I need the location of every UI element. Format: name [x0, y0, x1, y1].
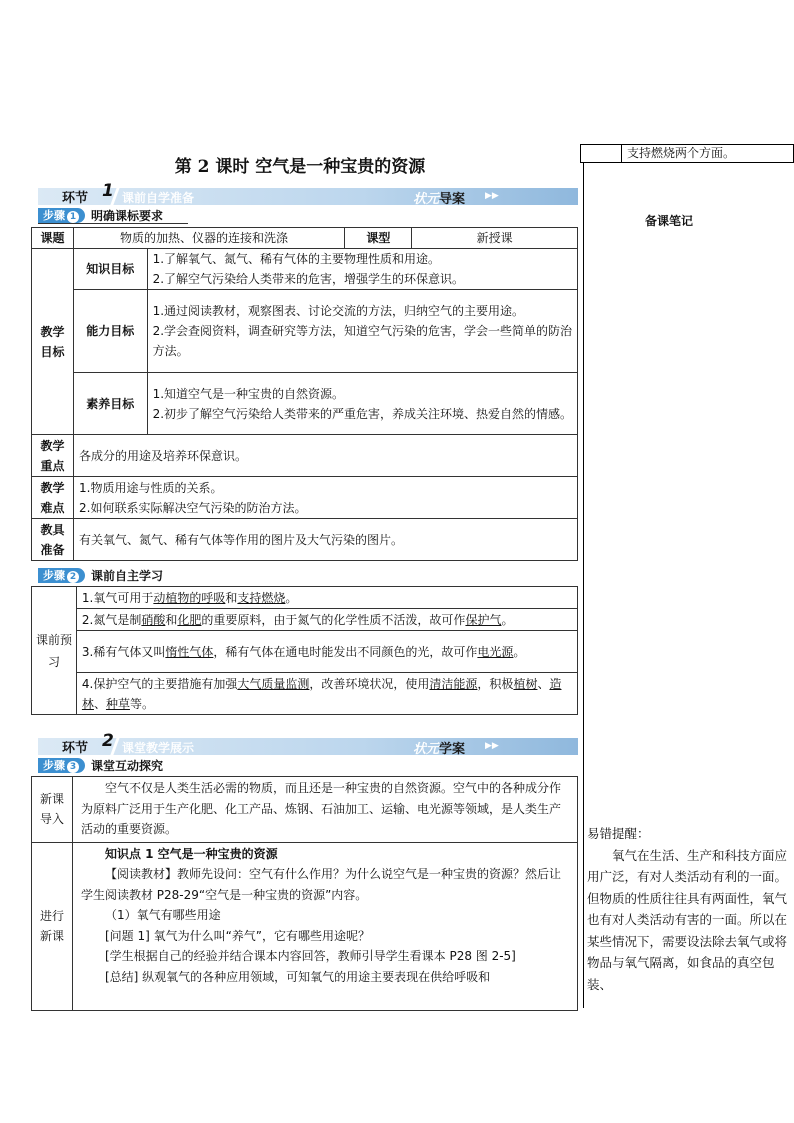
section-banner-1	[38, 181, 578, 207]
new-lesson-row	[32, 842, 578, 1010]
step-title: 课堂互动探究	[91, 759, 164, 773]
section-number: 2	[102, 731, 114, 751]
classroom-table	[31, 776, 578, 1011]
preview-item	[32, 587, 578, 609]
difficulty-row	[32, 477, 578, 519]
tools-text: 有关氧气、氮气、稀有气体等作用的图片及大气污染的图片。	[74, 519, 578, 561]
notes-title: 备课笔记	[645, 214, 694, 228]
page-title: 第 2 课时 空气是一种宝贵的资源	[174, 157, 426, 177]
knowledge-point-title: 知识点 1 空气是一种宝贵的资源	[104, 846, 278, 861]
key-point-header: 教学重点	[32, 435, 74, 477]
section-number: 1	[102, 181, 114, 201]
key-point-row	[32, 435, 578, 477]
goal-text: 1.了解氧气、氮气、稀有气体的主要物理性质和用途。 2.了解空气污染给人类带来的危害，增强学生的环保意识。	[147, 249, 577, 290]
goal-text: 1.通过阅读教材，观察图表、讨论交流的方法，归纳空气的主要用途。 2.学会查阅资料，调查研究等方法，知道空气污染的危害，学会一些简单的防治方法。	[147, 290, 577, 373]
tips-text: 氧气在生活、生产和科技方面应用广泛，有对人类活动有利的一面。但物质的性质往往具有两面性，氧气也有对人类活动有害的一面。所以在某些情况下，需要设法除去氧气或将物品与氧气隔离，如食品的真空包装、	[587, 847, 788, 992]
subheading: （1）氧气有哪些用途	[104, 908, 221, 922]
step-title: 课前自主学习	[91, 569, 164, 583]
goal-label: 素养目标	[74, 373, 148, 435]
topic-header: 课题	[32, 228, 74, 249]
section-label: 环节	[62, 191, 89, 206]
preview-header: 课前预习	[32, 587, 77, 715]
tips-title: 易错提醒：	[587, 826, 650, 841]
topic-value: 物质的加热、仪器的连接和洗涤	[74, 228, 345, 249]
goal-row	[32, 290, 578, 373]
goal-text: 1.知道空气是一种宝贵的自然资源。 2.初步了解空气污染给人类带来的严重危害，养成关注环境、热爱自然的情感。	[147, 373, 577, 435]
step-heading-1	[38, 208, 188, 223]
preview-item-text: 1.氧气可用于动植物的呼吸和支持燃烧。	[76, 587, 577, 609]
notes-empty-cell	[581, 145, 622, 162]
section-guide-label: 状元导案	[413, 192, 466, 207]
goal-row	[32, 249, 578, 290]
type-header: 课型	[345, 228, 412, 249]
notes-continuation-row	[580, 144, 794, 163]
section-banner-2	[38, 731, 578, 757]
type-value: 新授课	[412, 228, 578, 249]
preview-item	[32, 631, 578, 673]
step-heading-3	[38, 758, 188, 773]
lesson-plan-table	[31, 227, 578, 561]
tools-row	[32, 519, 578, 561]
step-pill: 步骤 1	[38, 208, 85, 223]
step-heading-2	[38, 568, 188, 583]
goals-header: 教学目标	[32, 249, 74, 435]
key-point-text: 各成分的用途及培养环保意识。	[74, 435, 578, 477]
step-pill: 步骤 2	[38, 568, 85, 583]
difficulty-text: 1.物质用途与性质的关系。 2.如何联系实际解决空气污染的防治方法。	[74, 477, 578, 519]
section-label: 环节	[62, 741, 89, 756]
intro-row	[32, 777, 578, 843]
step-pill: 步骤 3	[38, 758, 85, 773]
double-arrow-icon: ▶▶	[485, 741, 499, 751]
goal-row	[32, 373, 578, 435]
preview-item-text: 2.氮气是制硝酸和化肥的重要原料，由于氮气的化学性质不活泼，故可作保护气。	[76, 609, 577, 631]
new-lesson-content	[72, 842, 577, 1010]
student-activity: [学生根据自己的经验并结合课本内容回答，教师引导学生看课本 P28 图 2-5]	[104, 949, 516, 963]
preview-item-text: 4.保护空气的主要措施有加强大气质量监测，改善环境状况，使用清洁能源，积极植树、造林、种草等。	[76, 673, 577, 715]
step-title: 明确课标要求	[91, 209, 164, 223]
section-guide-label: 状元学案	[413, 742, 466, 757]
intro-header: 新课导入	[32, 777, 73, 843]
summary: [总结] 纵观氧气的各种应用领域，可知氧气的用途主要表现在供给呼吸和	[104, 969, 491, 984]
section-title: 课前自学准备	[122, 191, 195, 205]
topic-row	[32, 228, 578, 249]
intro-text: 空气不仅是人类生活必需的物质，而且还是一种宝贵的自然资源。空气中的各种成分作为原料广泛用于生产化肥、化工产品、炼钢、石油加工、运输、电光源等领域，是人类生产活动的重要资源。	[72, 777, 577, 843]
goal-label: 知识目标	[74, 249, 148, 290]
notes-continuation-text: 支持燃烧两个方面。	[627, 146, 736, 160]
preview-item-text: 3.稀有气体又叫惰性气体，稀有气体在通电时能发出不同颜色的光，故可作电光源。	[76, 631, 577, 673]
new-lesson-header: 进行新课	[32, 842, 73, 1010]
goal-label: 能力目标	[74, 290, 148, 373]
difficulty-header: 教学难点	[32, 477, 74, 519]
tips-box	[587, 823, 792, 995]
preview-table	[31, 586, 578, 715]
preview-item	[32, 609, 578, 631]
tools-header: 教具准备	[32, 519, 74, 561]
preview-item	[32, 673, 578, 715]
reading-prompt: 【阅读教材】教师先设问：空气有什么作用？为什么说空气是一种宝贵的资源？然后让学生阅读教材 P28-29“空气是一种宝贵的资源”内容。	[80, 867, 561, 902]
section-title: 课堂教学展示	[122, 741, 195, 755]
question: [问题 1] 氧气为什么叫“养气”，它有哪些用途呢？	[104, 928, 371, 943]
double-arrow-icon: ▶▶	[485, 191, 499, 201]
notes-column-divider	[583, 163, 584, 1008]
